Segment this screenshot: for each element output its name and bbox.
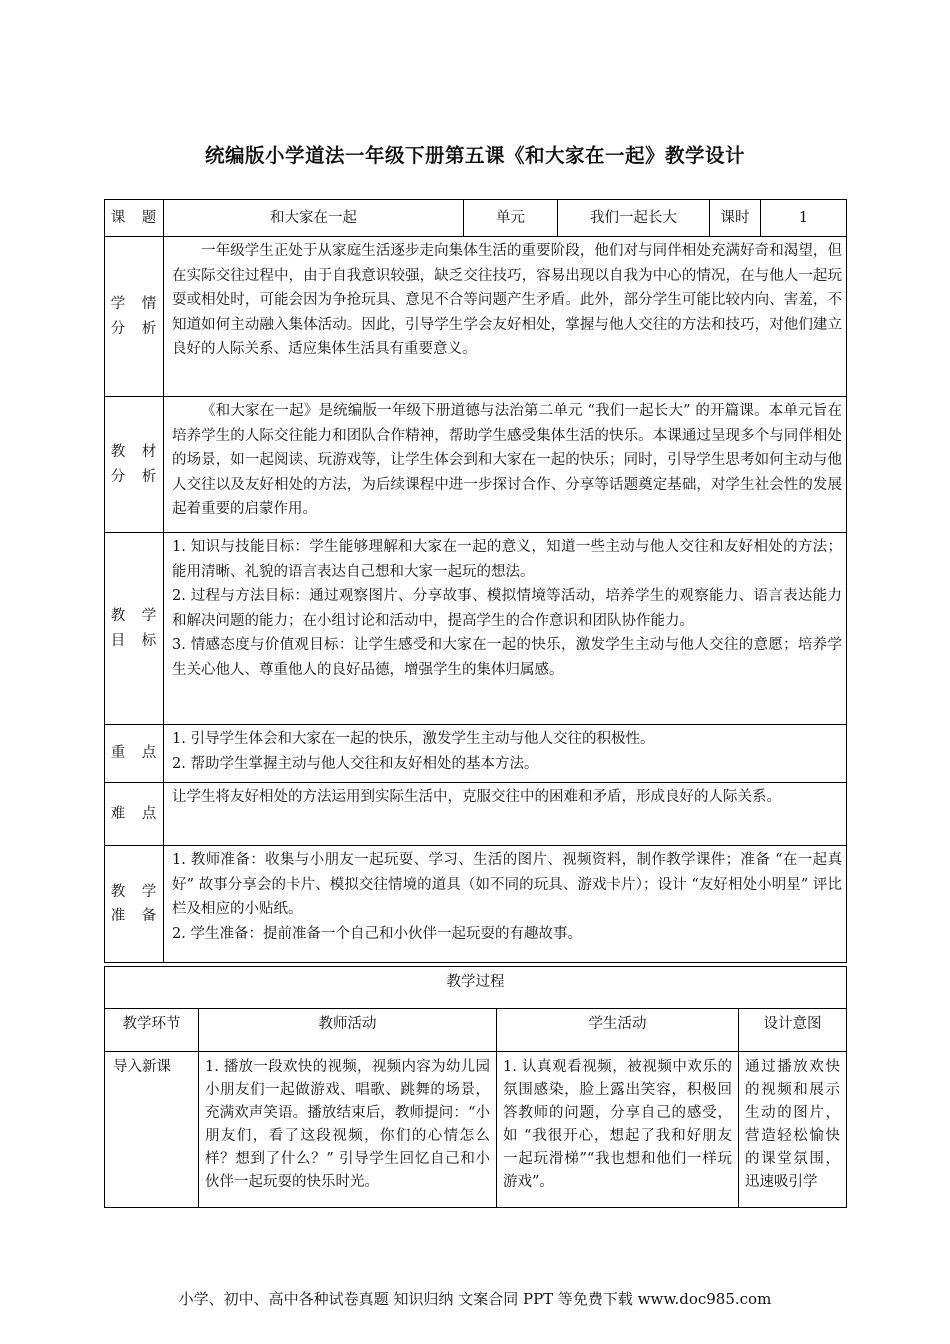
- student-cell: 1. 认真观看视频，被视频中欢乐的氛围感染，脸上露出笑容，积极回答教师的问题，分享自己的感受，如 “我很开心，想起了我和好朋友一起玩滑梯”“我也想和他们一样玩游戏”。: [497, 1052, 739, 1208]
- material-analysis-text: [164, 397, 847, 533]
- stage-cell: 导入新课: [105, 1052, 199, 1208]
- topic-label: 课 题: [105, 200, 164, 237]
- preparation-row: [105, 846, 847, 963]
- col-header-stage: 教学环节: [105, 1009, 199, 1052]
- difficulties-row: [105, 783, 847, 846]
- table-row: [105, 1052, 847, 1208]
- info-row: [105, 200, 847, 237]
- col-header-teacher: 教师活动: [199, 1009, 497, 1052]
- objective-item: 1. 知识与技能目标：学生能够理解和大家在一起的意义，知道一些主动与他人交往和友好相处的方法；能用清晰、礼貌的语言表达自己想和大家一起玩的想法。: [172, 539, 842, 580]
- student-analysis-row: [105, 237, 847, 397]
- hours-label: 课时: [710, 200, 761, 237]
- topic-value: 和大家在一起: [164, 200, 464, 237]
- paragraph: 一年级学生正处于从家庭生活逐步走向集体生活的重要阶段，他们对与同伴相处充满好奇和渴望，但在实际交往过程中，由于自我意识较强，缺乏交往技巧，容易出现以自我为中心的情况，在与他人一起玩耍或相处时，可能会因为争抢玩具、意见不合等问题产生矛盾。此外，部分学生可能比较内向、害羞，不知道如何主动融入集体活动。因此，引导学生学会友好相处，掌握与他人交往的方法和技巧，对他们建立良好的人际关系、适应集体生活具有重要意义。: [172, 243, 842, 357]
- key-points-text: [164, 725, 847, 783]
- col-header-student: 学生活动: [497, 1009, 739, 1052]
- preparation-item: 1. 教师准备：收集与小朋友一起玩耍、学习、生活的图片、视频资料，制作教学课件；准备 “在一起真好” 故事分享会的卡片、模拟交往情境的道具（如不同的玩具、游戏卡片）；设计 “友好相处小明星” 评比栏及相应的小贴纸。: [172, 852, 842, 917]
- process-heading: 教学过程: [105, 967, 847, 1009]
- key-point-item: 2. 帮助学生掌握主动与他人交往和友好相处的基本方法。: [172, 755, 539, 772]
- objectives-label: [105, 533, 164, 725]
- intent-cell: [739, 1052, 847, 1208]
- difficulties-label: 难 点: [105, 783, 164, 846]
- page-title: 统编版小学道法一年级下册第五课《和大家在一起》教学设计: [204, 144, 745, 167]
- lesson-info-table: [104, 199, 847, 963]
- objectives-row: [105, 533, 847, 725]
- unit-label: 单元: [464, 200, 558, 237]
- difficulties-text: 让学生将友好相处的方法运用到实际生活中，克服交往中的困难和矛盾，形成良好的人际关系。: [164, 783, 847, 846]
- label-line-1: 学 情: [110, 296, 163, 312]
- key-points-label: 重 点: [105, 725, 164, 783]
- label-line-2: 准 备: [110, 908, 163, 924]
- objective-item: 2. 过程与方法目标：通过观察图片、分享故事、模拟情境等活动，培养学生的观察能力、语言表达能力和解决问题的能力；在小组讨论和活动中，提高学生的合作意识和团队协作能力。: [172, 588, 842, 629]
- label-line-2: 分 析: [110, 320, 163, 337]
- student-analysis-text: [164, 237, 847, 397]
- objectives-text: [164, 533, 847, 725]
- unit-value: 我们一起长大: [558, 200, 710, 237]
- material-analysis-label: [105, 397, 164, 533]
- paragraph: 《和大家在一起》是统编版一年级下册道德与法治第二单元 “我们一起长大” 的开篇课。本单元旨在培养学生的人际交往能力和团队合作精神，帮助学生感受集体生活的快乐。本课通过呈现多个与同伴相处的场景，如一起阅读、玩游戏等，让学生体会到和大家在一起的快乐；同时，引导学生思考如何主动与他人交往以及友好相处的方法，为后续课程中进一步探讨合作、分享等话题奠定基础，对学生社会性的发展起着重要的启蒙作用。: [172, 403, 842, 517]
- hours-value: 1: [761, 200, 847, 237]
- label-line-1: 教 学: [110, 883, 163, 900]
- intent-text: 通过播放欢快的视频和展示生动的图片，营造轻松愉快的课堂氛围，迅速吸引学: [745, 1059, 840, 1190]
- label-line-2: 分 析: [110, 468, 163, 485]
- process-header-row: [105, 1009, 847, 1052]
- preparation-item: 2. 学生准备：提前准备一个自己和小伙伴一起玩耍的有趣故事。: [172, 925, 582, 942]
- process-heading-row: [105, 967, 847, 1009]
- label-line-2: 目 标: [110, 632, 163, 649]
- key-points-row: [105, 725, 847, 783]
- material-analysis-row: [105, 397, 847, 533]
- col-header-intent: 设计意图: [739, 1009, 847, 1052]
- label-line-1: 教 材: [110, 444, 163, 460]
- teacher-cell: 1. 播放一段欢快的视频，视频内容为幼儿园小朋友们一起做游戏、唱歌、跳舞的场景，充满欢声笑语。播放结束后，教师提问：“小朋友们，看了这段视频，你们的心情怎么样？想到了什么？” 引导学生回忆自己和小伙伴一起玩耍的快乐时光。: [199, 1052, 497, 1208]
- student-analysis-label: [105, 237, 164, 397]
- teaching-process-table: [104, 966, 847, 1208]
- preparation-label: [105, 846, 164, 963]
- footer-text: 小学、初中、高中各种试卷真题 知识归纳 文案合同 PPT 等免费下载 www.doc985.com: [178, 1290, 772, 1308]
- objective-item: 3. 情感态度与价值观目标：让学生感受和大家在一起的快乐，激发学生主动与他人交往的意愿；培养学生关心他人、尊重他人的良好品德，增强学生的集体归属感。: [172, 637, 842, 678]
- preparation-text: [164, 846, 847, 963]
- key-point-item: 1. 引导学生体会和大家在一起的快乐，激发学生主动与他人交往的积极性。: [172, 731, 655, 747]
- label-line-1: 教 学: [110, 608, 163, 624]
